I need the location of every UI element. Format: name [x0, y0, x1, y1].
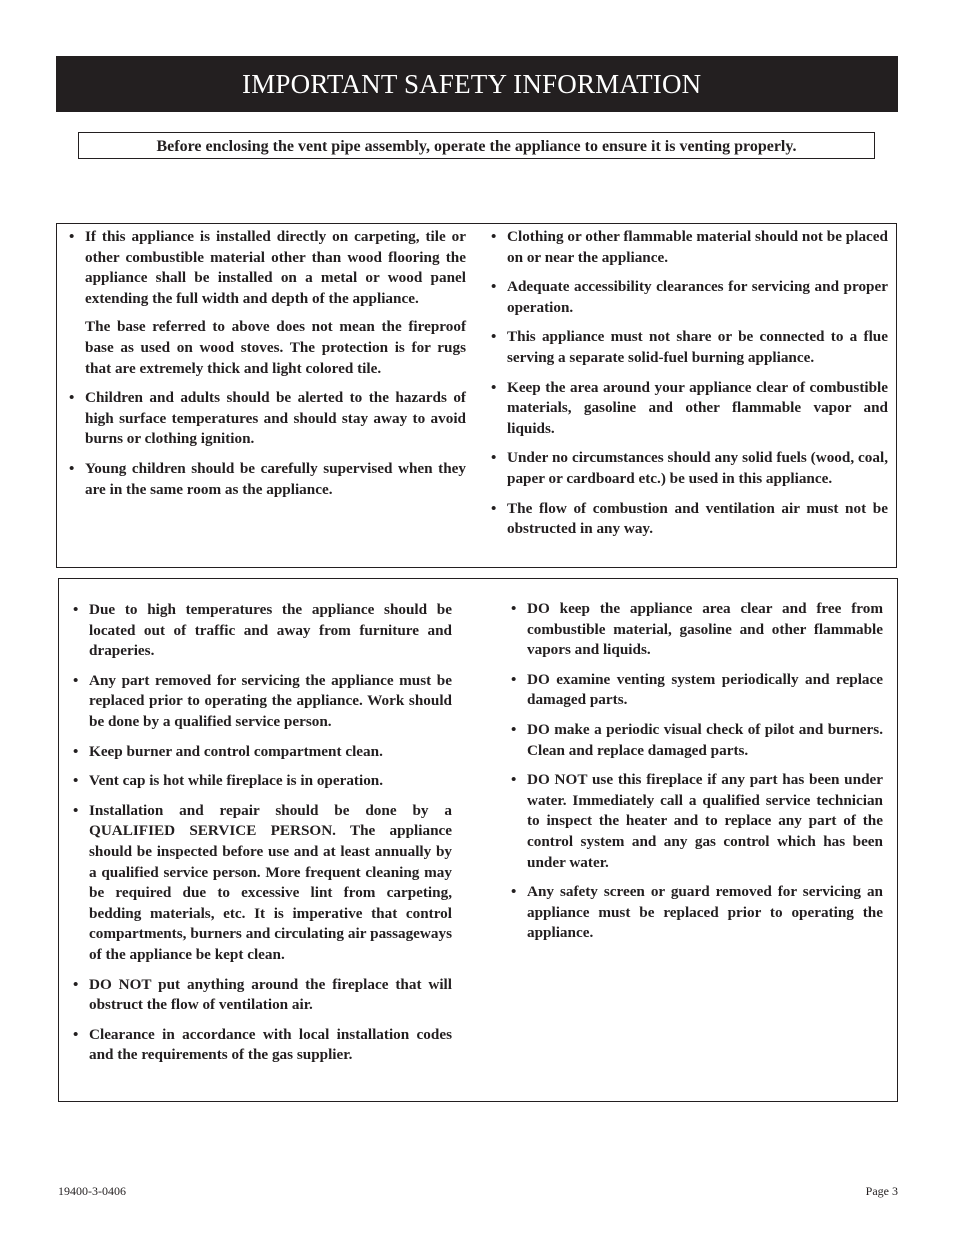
operation-list-right — [509, 599, 883, 953]
bullet-item — [509, 599, 883, 661]
safety-list-left — [67, 227, 466, 509]
bullet-text: • If this appliance is installed directly on carpeting, tile or other combustible material other than wood flooring the appliance shall be installed on a metal or wood panel extending the full width and depth of the appliance. — [85, 228, 466, 307]
bullet-text: • Under no circumstances should any solid fuels (wood, coal, paper or cardboard etc.) be used in this appliance. — [507, 449, 888, 487]
bullet-item — [489, 378, 888, 440]
bullet-item — [71, 975, 452, 1016]
bullet-text: • Young children should be carefully supervised when they are in the same room as the appliance. — [85, 459, 466, 498]
document-number: 19400-3-0406 — [58, 1184, 126, 1198]
venting-warning: Before enclosing the vent pipe assembly, operate the appliance to ensure it is venting properly. — [78, 132, 875, 159]
bullet-text: • Clothing or other flammable material should not be placed on or near the appliance. — [507, 228, 888, 266]
bullet-text: • DO examine venting system periodically and replace damaged parts. — [527, 670, 883, 709]
bullet-item — [71, 801, 452, 966]
bullet-text: • The flow of combustion and ventilation air must not be obstructed in any way. — [507, 499, 888, 538]
bullet-item — [489, 227, 888, 268]
bullet-text: • DO make a periodic visual check of pilot and burners. Clean and replace damaged parts. — [527, 720, 883, 759]
bullet-item — [489, 448, 888, 489]
bullet-item — [71, 742, 452, 763]
bullet-text: • Installation and repair should be done by a QUALIFIED SERVICE PERSON. The appliance should be inspected before use and at least annually by a qualified service person. More frequent cleaning may be required due to excessive lint from carpeting, bedding materials, etc. It is imperative that control compartments, burners and circulating air passageways of the appliance be kept clean. — [89, 801, 452, 963]
bullet-item — [67, 388, 466, 450]
bullet-text: • Any safety screen or guard removed for servicing an appliance must be replaced prior to operating the appliance. — [527, 883, 883, 942]
bullet-text: • Adequate accessibility clearances for servicing and proper operation. — [507, 278, 888, 316]
bullet-text: • DO keep the appliance area clear and free from combustible material, gasoline and other flammable vapors and liquids. — [527, 600, 883, 659]
bullet-item — [489, 499, 888, 540]
bullet-item — [489, 277, 888, 318]
bullet-text: • Due to high temperatures the appliance should be located out of traffic and away from furniture and draperies. — [89, 601, 452, 660]
bullet-text: • Vent cap is hot while fireplace is in operation. — [89, 772, 384, 790]
page-title: IMPORTANT SAFETY INFORMATION — [56, 56, 898, 112]
operation-list-left — [71, 600, 452, 1075]
bullet-text: • Keep burner and control compartment clean. — [89, 742, 383, 760]
bullet-item — [71, 1025, 452, 1066]
bullet-item — [509, 720, 883, 761]
bullet-item — [71, 600, 452, 662]
bullet-item — [67, 459, 466, 500]
bullet-item — [509, 670, 883, 711]
bullet-item — [71, 771, 452, 792]
bullet-text: • DO NOT use this fireplace if any part has been under water. Immediately call a qualified service technician to inspect the heater and to replace any part of the control system and any gas control which has been under water. — [527, 771, 883, 871]
bullet-item — [67, 227, 466, 379]
bullet-text: • Clearance in accordance with local installation codes and the requirements of the gas supplier. — [89, 1025, 452, 1064]
bullet-text: • This appliance must not share or be connected to a flue serving a separate solid-fuel burning appliance. — [507, 328, 888, 366]
bullet-item — [509, 882, 883, 944]
page-number: Page 3 — [865, 1184, 898, 1198]
bullet-text: • Keep the area around your appliance clear of combustible materials, gasoline and other flammable vapor and liquids. — [507, 378, 888, 437]
bullet-item — [509, 770, 883, 873]
bullet-text: • Any part removed for servicing the appliance must be replaced prior to operating the appliance. Work should be done by a qualified service person. — [89, 671, 452, 730]
safety-box-general — [56, 223, 897, 568]
bullet-item — [71, 671, 452, 733]
safety-list-right — [489, 227, 888, 549]
bullet-text: • DO NOT put anything around the fireplace that will obstruct the flow of ventilation air. — [89, 975, 452, 1014]
bullet-item — [489, 327, 888, 368]
bullet-text: • Children and adults should be alerted to the hazards of high surface temperatures and should stay away to avoid burns or clothing ignition. — [85, 389, 466, 448]
safety-box-operation — [58, 578, 898, 1102]
bullet-text: The base referred to above does not mean the fireproof base as used on wood stoves. The protection is for rugs that are extremely thick and light colored tile. — [85, 318, 466, 377]
